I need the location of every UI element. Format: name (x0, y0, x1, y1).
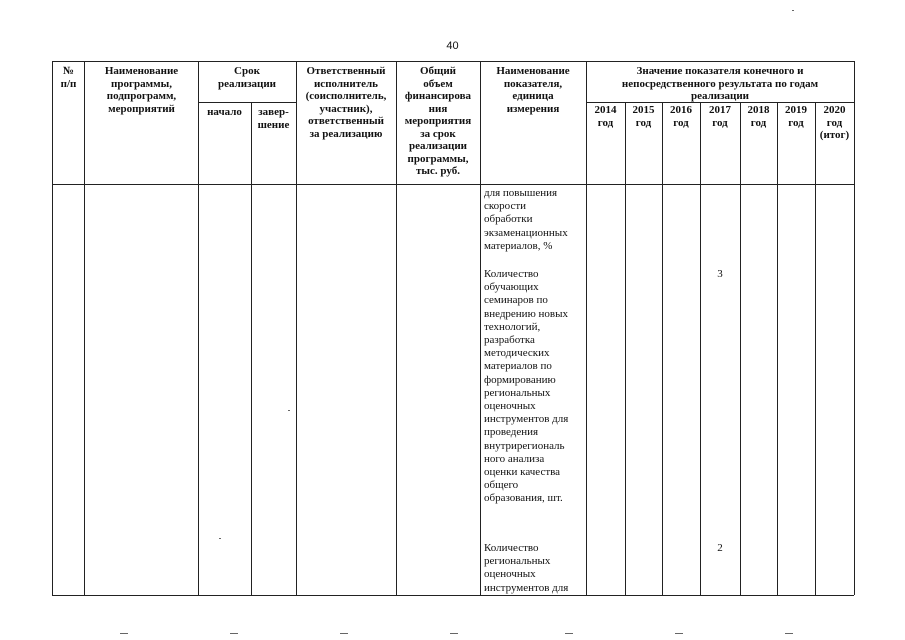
col-line-term (198, 61, 199, 595)
indicator-cell-2: Количество обучающих семинаров по внедрению новых технологий, разработка методических материалов по формированию региональных оценочных инструментов для проведения внутрирегиональ ного анализа оценки качества общего образования, шт. (484, 268, 569, 505)
col-line-term-end (251, 102, 252, 595)
col-line-2017 (700, 102, 701, 595)
table-top-border (52, 61, 854, 62)
table-left-border (52, 61, 53, 595)
page-number: 40 (446, 40, 459, 52)
header-year-2018: 2018 год (747, 104, 770, 129)
value-2017-row-2: 3 (717, 268, 723, 280)
header-name: Наименование программы, подпрограмм, мероприятий (104, 65, 179, 115)
col-line-2014 (586, 61, 587, 595)
col-line-2019 (777, 102, 778, 595)
col-line-name (84, 61, 85, 595)
header-year-2020: 2020 год (итог) (819, 104, 850, 141)
header-term-start: начало (207, 106, 242, 118)
col-line-executor (296, 61, 297, 595)
col-line-2016 (662, 102, 663, 595)
subheader-line-term (198, 102, 296, 103)
header-values-group: Значение показателя конечного и непосредственного результата по годам реализации (621, 65, 819, 102)
header-bottom-border (52, 184, 854, 185)
header-year-2016: 2016 год (670, 104, 692, 129)
header-year-2015: 2015 год (632, 104, 655, 129)
indicator-cell-1: для повышения скорости обработки экзаменационных материалов, % (484, 187, 568, 252)
col-line-2020 (815, 102, 816, 595)
value-2017-row-3: 2 (717, 542, 723, 554)
table-right-border (854, 61, 855, 595)
table-bottom-border (52, 595, 854, 596)
col-line-indicator (480, 61, 481, 595)
header-year-2017: 2017 год (709, 104, 731, 129)
header-indicator: Наименование показателя, единица измерения (496, 65, 570, 115)
header-term-end: завер- шение (257, 106, 290, 131)
header-num: № п/п (60, 65, 77, 90)
col-line-2018 (740, 102, 741, 595)
indicator-cell-3: Количество региональных оценочных инструментов для (484, 542, 569, 594)
header-year-2019: 2019 год (785, 104, 807, 129)
header-finance: Общий объем финансирова ния мероприятия за срок реализации программы, тыс. руб. (404, 65, 472, 177)
col-line-2015 (625, 102, 626, 595)
header-executor: Ответственный исполнитель (соисполнитель, участник), ответственный за реализацию (305, 65, 387, 140)
header-year-2014: 2014 год (594, 104, 617, 129)
header-term: Срок реализации (217, 65, 277, 90)
